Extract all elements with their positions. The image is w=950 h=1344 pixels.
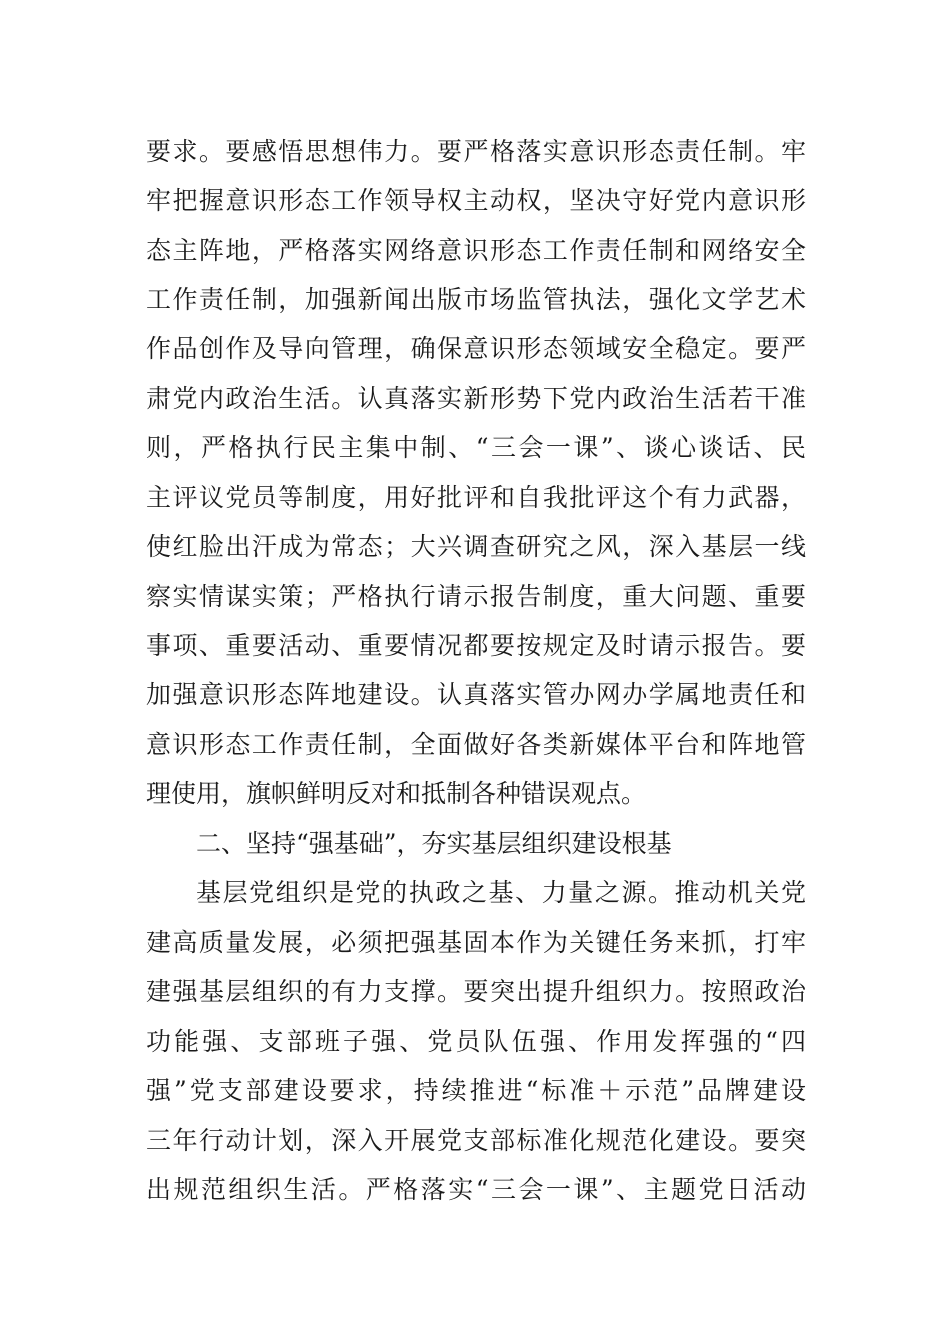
text-line: 肃党内政治生活。认真落实新形势下党内政治生活若干准 [146,384,806,413]
text-line: 意识形态工作责任制，全面做好各类新媒体平台和阵地管 [146,730,806,759]
text-line: 三年行动计划，深入开展党支部标准化规范化建设。要突 [146,1126,806,1155]
text-line: 强”党支部建设要求，持续推进“标准＋示范”品牌建设 [146,1076,806,1105]
text-line: 则，严格执行民主集中制、“三会一课”、谈心谈话、民 [146,433,806,462]
text-line: 作品创作及导向管理，确保意识形态领域安全稳定。要严 [146,334,806,363]
text-line: 主评议党员等制度，用好批评和自我批评这个有力武器， [146,483,806,512]
paragraph-first-line: 基层党组织是党的执政之基、力量之源。推动机关党 [196,878,806,907]
text-line: 使红脸出汗成为常态；大兴调查研究之风，深入基层一线 [146,532,806,561]
text-line: 加强意识形态阵地建设。认真落实管办网办学属地责任和 [146,680,806,709]
text-line: 察实情谋实策；严格执行请示报告制度，重大问题、重要 [146,582,806,611]
text-line: 工作责任制，加强新闻出版市场监管执法，强化文学艺术 [146,285,806,314]
section-heading: 二、坚持“强基础”，夯实基层组织建设根基 [196,829,672,858]
text-line: 建高质量发展，必须把强基固本作为关键任务来抓，打牢 [146,928,806,957]
text-line: 建强基层组织的有力支撑。要突出提升组织力。按照政治 [146,977,806,1006]
text-line: 理使用，旗帜鲜明反对和抵制各种错误观点。 [146,779,647,808]
text-line: 功能强、支部班子强、党员队伍强、作用发挥强的“四 [146,1027,806,1056]
text-line: 牢把握意识形态工作领导权主动权，坚决守好党内意识形 [146,186,806,215]
text-line: 态主阵地，严格落实网络意识形态工作责任制和网络安全 [146,236,806,265]
text-line: 出规范组织生活。严格落实“三会一课”、主题党日活动 [146,1175,806,1204]
text-line: 事项、重要活动、重要情况都要按规定及时请示报告。要 [146,631,806,660]
text-line: 要求。要感悟思想伟力。要严格落实意识形态责任制。牢 [146,137,806,166]
